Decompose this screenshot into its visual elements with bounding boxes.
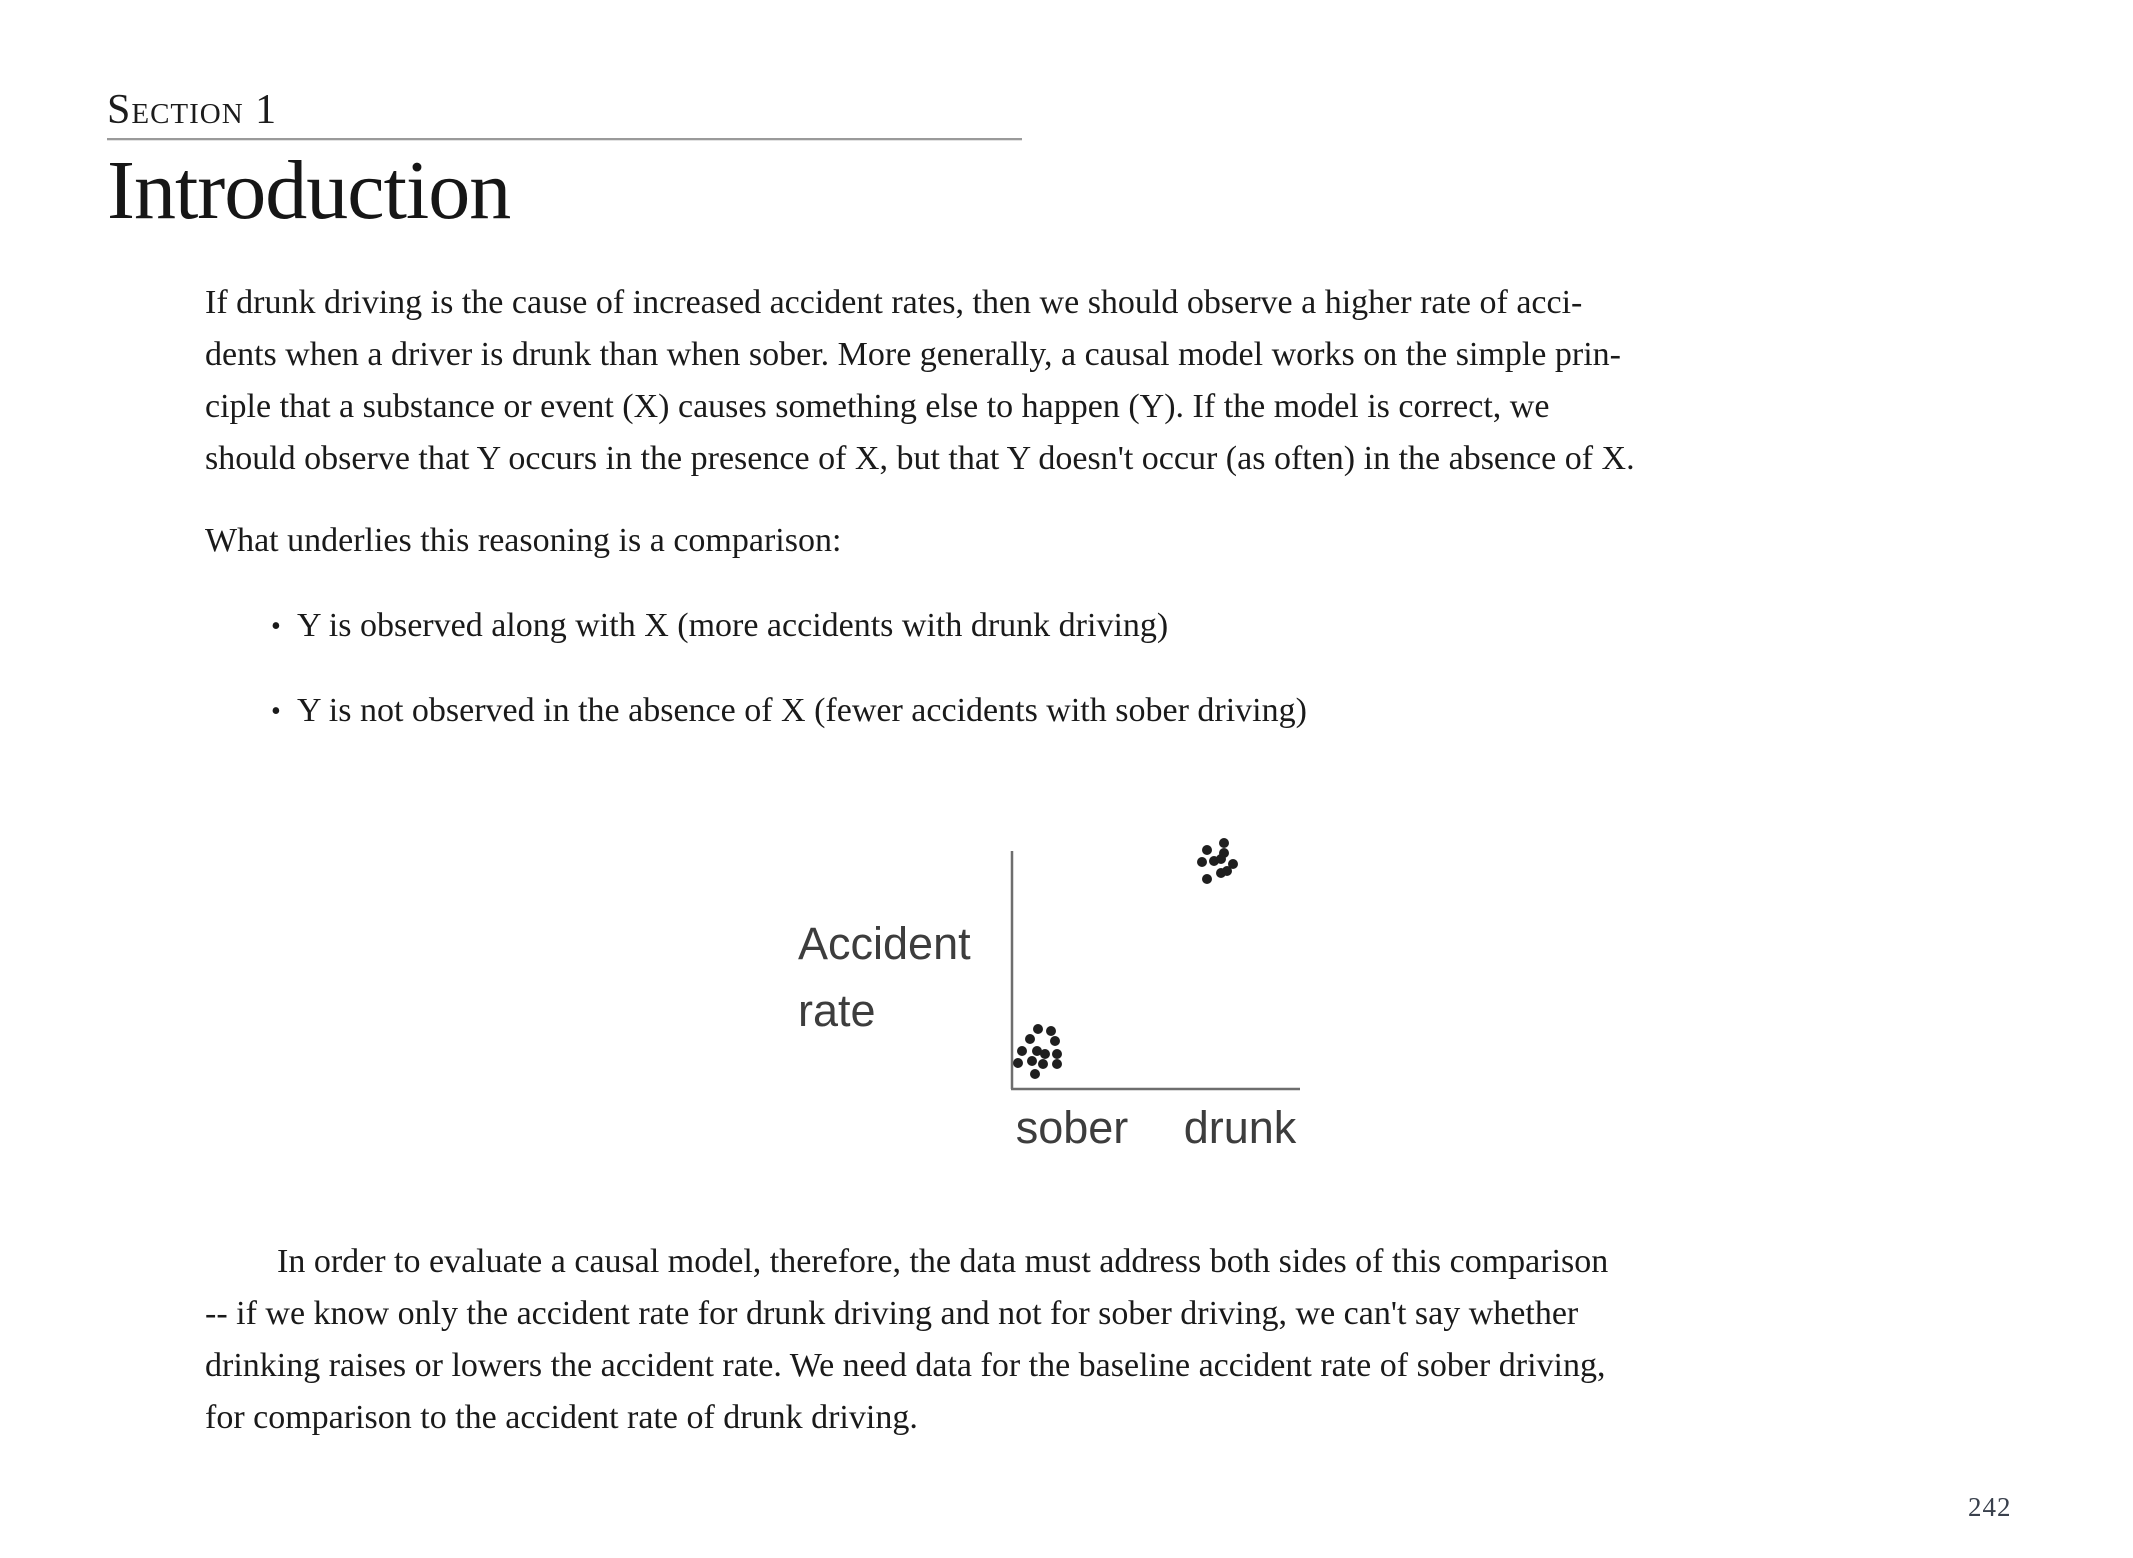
scatter-figure [780,821,1340,1171]
x-tick-label-drunk: drunk [1183,1102,1297,1153]
text-line: -- if we know only the accident rate for drunk driving and not for sober driving, we can't say whether [205,1295,1579,1332]
text-line: If drunk driving is the cause of increased accident rates, then we should observe a higher rate of acci- [205,284,1583,321]
data-point-drunk [1197,857,1207,867]
data-point-sober [1052,1049,1062,1059]
bullet-text: Y is observed along with X (more accidents with drunk driving) [297,607,1169,644]
page-number: 242 [1968,1492,2012,1522]
data-point-sober [1017,1046,1027,1056]
data-point-sober [1030,1069,1040,1079]
data-point-drunk [1202,845,1212,855]
section-label: Section 1 [107,87,278,133]
data-point-sober [1038,1059,1048,1069]
text-line: ciple that a substance or event (X) causes something else to happen (Y). If the model is correct, we [205,388,1550,425]
paragraph-3 [205,1236,1955,1444]
bullet-list [205,600,1955,738]
bullet-icon: • [271,611,281,642]
data-point-drunk [1219,838,1229,848]
data-point-drunk [1222,866,1232,876]
paragraph-2 [205,515,1955,567]
text-line: In order to evaluate a causal model, therefore, the data must address both sides of this comparison [277,1243,1609,1280]
y-axis-label-line2: rate [798,985,876,1036]
text-line: What underlies this reasoning is a comparison: [205,522,842,559]
text-line: dents when a driver is drunk than when sober. More generally, a causal model works on the simple prin- [205,336,1621,373]
data-point-sober [1013,1058,1023,1068]
data-point-sober [1027,1056,1037,1066]
list-item [271,685,1955,738]
data-point-drunk [1216,854,1226,864]
data-point-sober [1025,1034,1035,1044]
dots-layer [1013,838,1238,1079]
paragraph-1 [205,277,1955,485]
data-point-sober [1052,1059,1062,1069]
text-line: drinking raises or lowers the accident rate. We need data for the baseline accident rate of sober driving, [205,1347,1606,1384]
data-point-sober [1050,1036,1060,1046]
text-line: should observe that Y occurs in the presence of X, but that Y doesn't occur (as often) in the absence of X. [205,440,1635,477]
body-column [205,277,1955,1444]
data-point-sober [1040,1049,1050,1059]
data-point-sober [1046,1026,1056,1036]
bullet-icon: • [271,696,281,727]
section-divider [107,138,1022,141]
x-tick-label-sober: sober [1015,1102,1129,1153]
list-item [271,600,1955,653]
data-point-sober [1033,1024,1043,1034]
y-axis-label-line1: Accident [798,918,971,969]
text-line: for comparison to the accident rate of drunk driving. [205,1399,918,1436]
page-header [107,87,2133,237]
data-point-drunk [1202,874,1212,884]
bullet-text: Y is not observed in the absence of X (fewer accidents with sober driving) [297,692,1307,729]
page-title: Introduction [107,144,511,237]
